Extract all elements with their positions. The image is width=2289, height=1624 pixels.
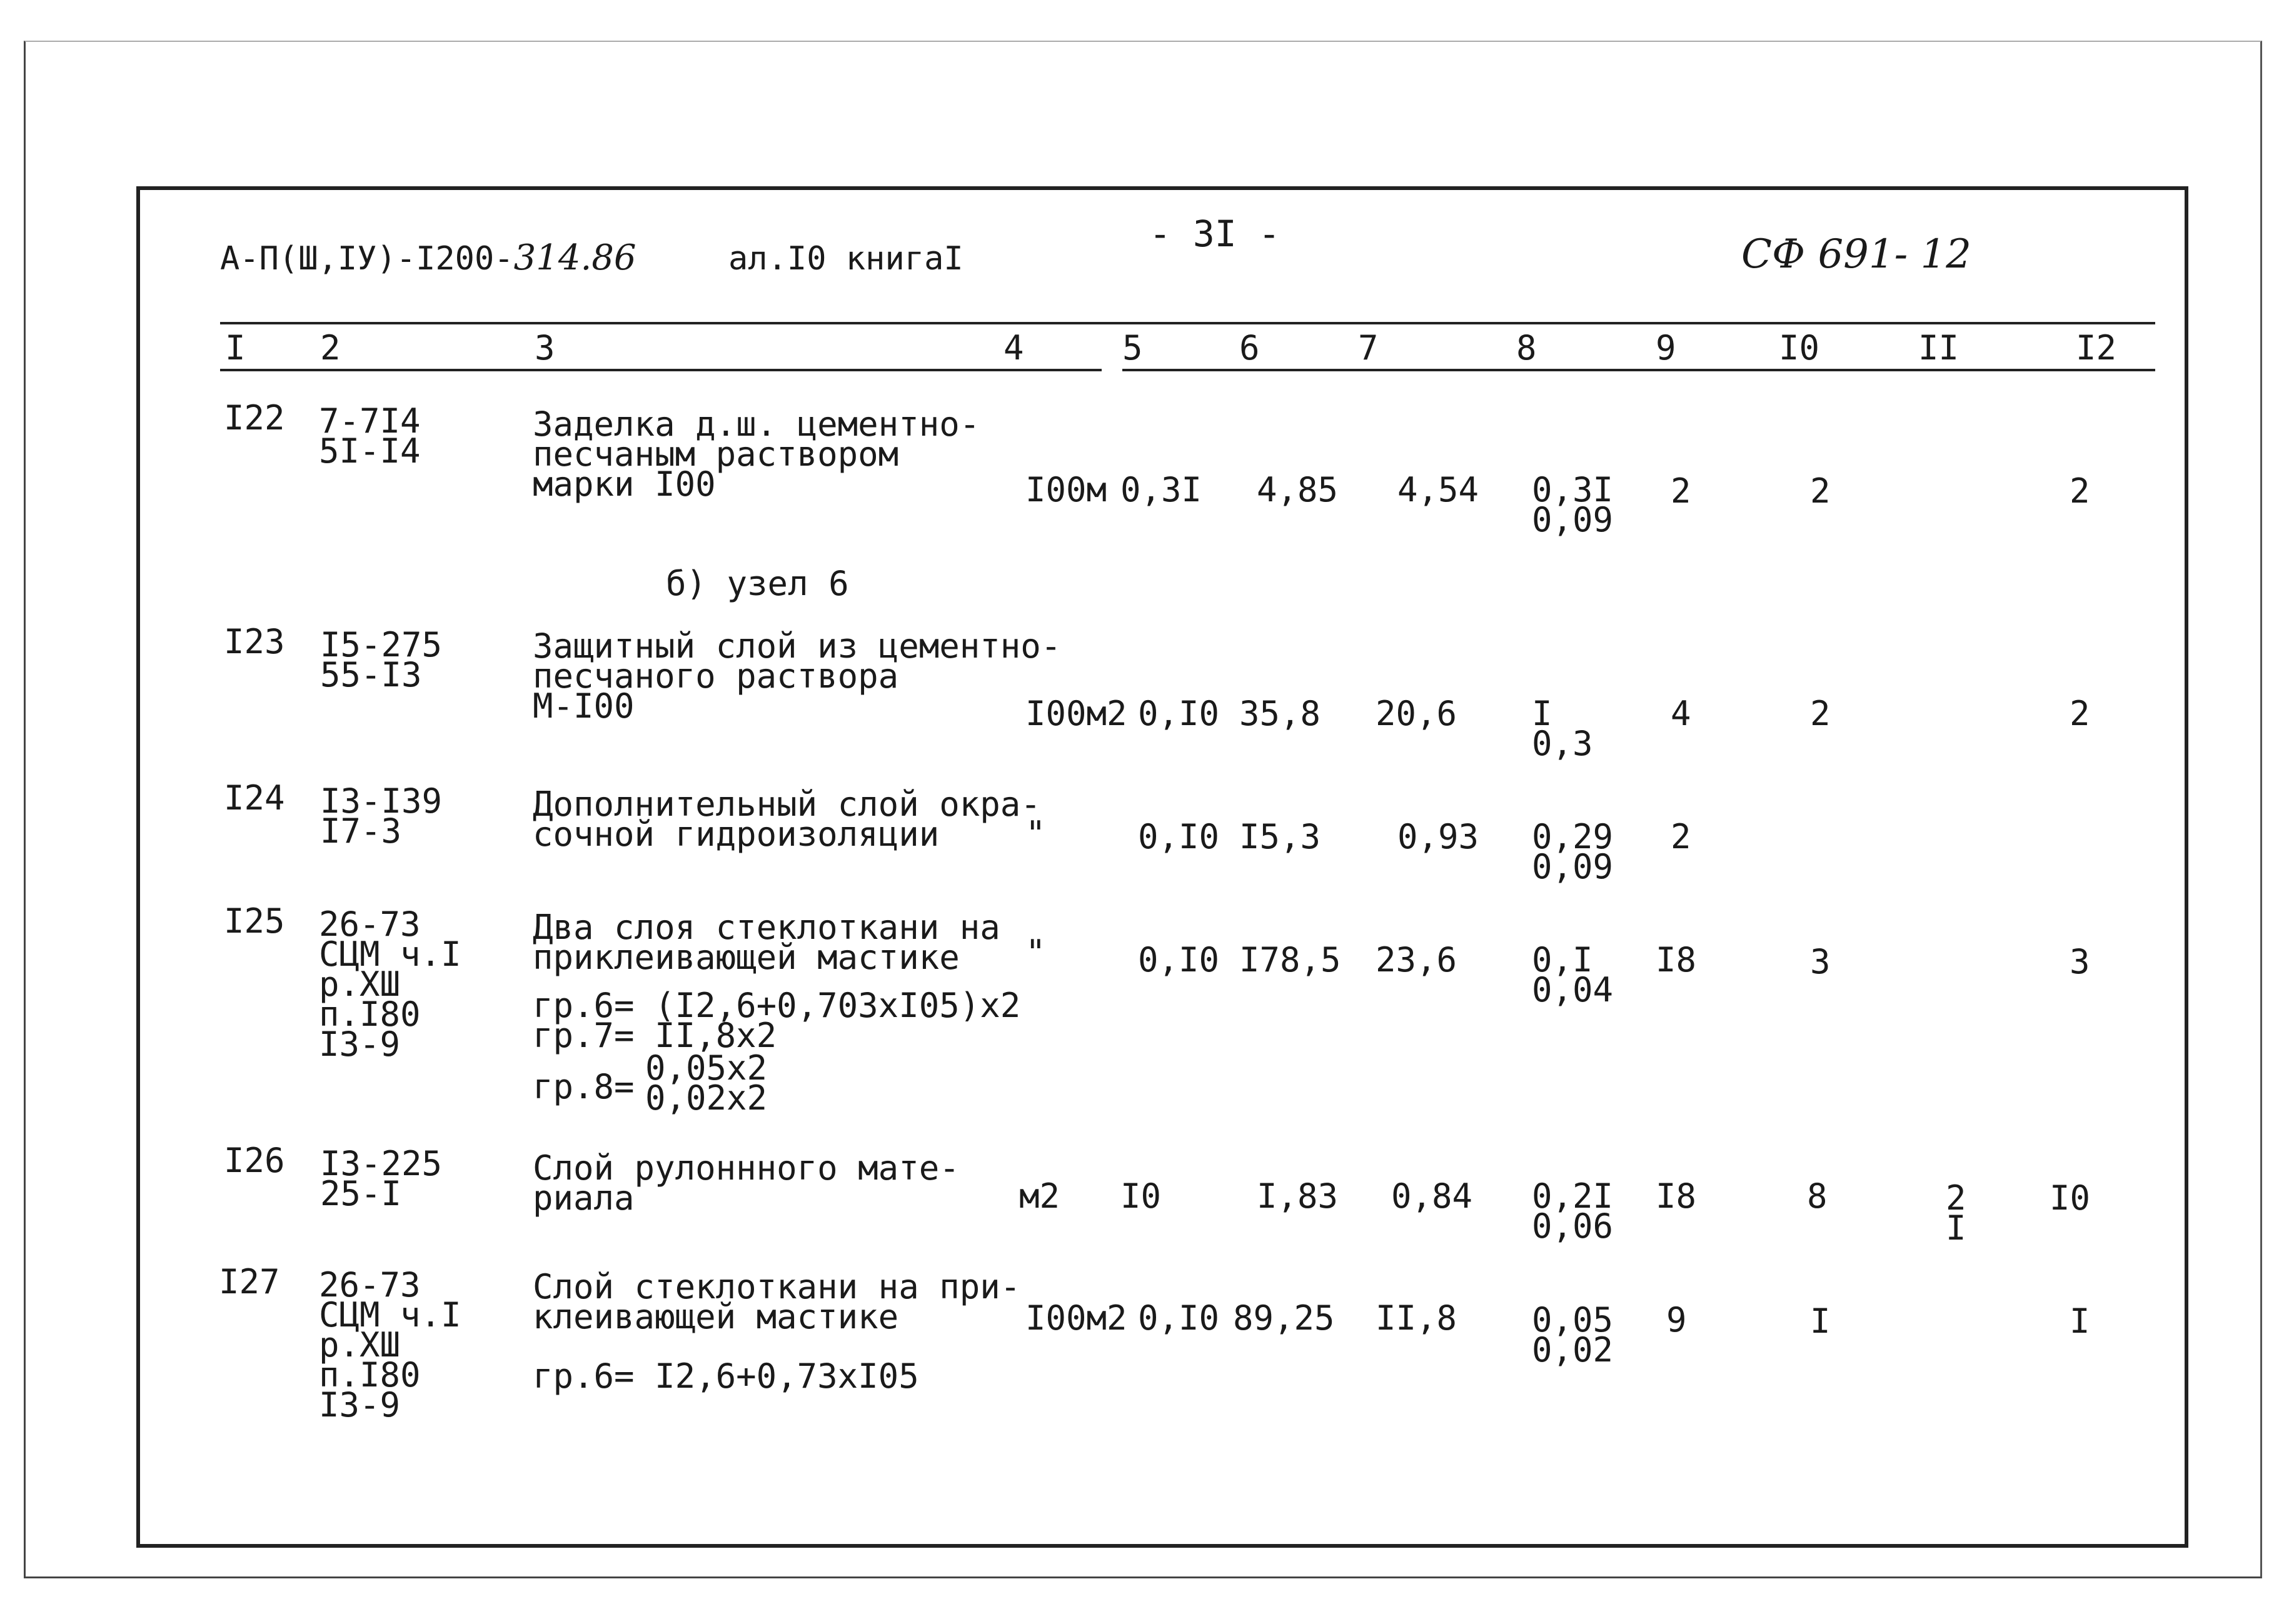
column-header-6: 6: [1239, 328, 1260, 368]
row-col10: I: [1810, 1301, 1831, 1341]
row-description: Слой стеклоткани на при- клеивающей мастике: [533, 1267, 1021, 1336]
row-col6: I78,5: [1239, 940, 1341, 980]
row-col8: 0,2I 0,06: [1532, 1176, 1614, 1246]
row-col7: 0,93: [1397, 817, 1479, 856]
column-header-12: I2: [2076, 328, 2117, 368]
row-col6: 89,25: [1233, 1298, 1335, 1338]
row-num: I26: [224, 1141, 285, 1180]
row-col10: 2: [1810, 694, 1831, 733]
row-col9: 2: [1671, 471, 1691, 511]
row-col5: 0,3I: [1120, 470, 1202, 509]
album-label: ал.I0 книгаI: [728, 240, 963, 278]
row-col10: 2: [1810, 471, 1831, 511]
row-description: Два слоя стеклоткани на приклеивающей мастике: [533, 908, 1000, 977]
row-description: Защитный слой из цементно- песчаного раствора М-I00: [533, 626, 1062, 726]
document-code-handwritten: 314.86: [513, 238, 636, 278]
row-unit: I00м: [1025, 470, 1107, 509]
row-col5: 0,I0: [1138, 1298, 1220, 1338]
row-num: I27: [219, 1262, 280, 1301]
row-col5: 0,I0: [1138, 817, 1220, 856]
table-header-rule-left: [220, 369, 1102, 371]
table-top-rule: [220, 322, 2155, 324]
row-col6: 35,8: [1239, 694, 1321, 733]
column-header-2: 2: [320, 328, 341, 368]
row-col7: 20,6: [1376, 694, 1457, 733]
row-num: I23: [224, 622, 285, 661]
row-col5: I0: [1120, 1176, 1162, 1216]
row-formula: гр.6= (I2,6+0,703хI05)х2 гр.7= II,8х2: [533, 986, 1021, 1055]
row-code: 7-7I4 5I-I4: [319, 401, 421, 471]
row-code: 26-73 СЦМ ч.I р.ХШ п.I80 I3-9: [319, 905, 461, 1064]
column-header-1: I: [225, 328, 246, 368]
row-num: I24: [224, 778, 285, 818]
row-col9: I8: [1656, 1176, 1697, 1216]
row-col9: 9: [1666, 1300, 1687, 1340]
row-col9: 4: [1671, 694, 1691, 733]
row-col7: 4,54: [1397, 470, 1479, 509]
row-col11: 2 I: [1946, 1178, 1966, 1248]
stamp-code: СФ 691- 12: [1741, 231, 1971, 278]
row-description: Дополнительный слой окра- сочной гидроизоляции: [533, 784, 1041, 854]
row-col12: 2: [2070, 471, 2090, 511]
row-col8: 0,3I 0,09: [1532, 470, 1614, 539]
row-unit: м2: [1019, 1176, 1060, 1216]
row-col12: 2: [2070, 694, 2090, 733]
row-col8: 0,05 0,02: [1532, 1300, 1614, 1370]
row-col9: 2: [1671, 817, 1691, 856]
row-col8: I 0,3: [1532, 694, 1593, 763]
row-code: 26-73 СЦМ ч.I р.ХШ п.I80 I3-9: [319, 1265, 461, 1425]
row-code: I3-I39 I7-3: [320, 781, 443, 851]
column-header-3: 3: [535, 328, 555, 368]
document-code: [220, 238, 636, 278]
row-col7: II,8: [1376, 1298, 1457, 1338]
row-col6: I5,3: [1239, 817, 1321, 856]
row-code: I3-225 25-I: [320, 1144, 443, 1213]
row-formula: гр.6= I2,6+0,73хI05: [533, 1356, 919, 1396]
row-col10: 8: [1807, 1176, 1828, 1216]
row-description: Слой рулоннного мате- риала: [533, 1148, 960, 1218]
row-formula-label: гр.8=: [533, 1067, 635, 1106]
column-header-10: I0: [1779, 328, 1820, 368]
document-code-printed: А-П(Ш,IУ)-I200-: [220, 240, 514, 278]
row-col7: 0,84: [1391, 1176, 1473, 1216]
row-unit: ": [1025, 814, 1046, 853]
column-header-5: 5: [1122, 328, 1143, 368]
row-col8: 0,I 0,04: [1532, 940, 1614, 1010]
table-header-rule-right: [1122, 369, 2155, 371]
row-col12: I: [2070, 1301, 2090, 1341]
row-col10: 3: [1810, 942, 1831, 981]
row-code: I5-275 55-I3: [320, 625, 443, 694]
row-col6: 4,85: [1257, 470, 1339, 509]
row-num: I22: [224, 398, 285, 438]
row-description: Заделка д.ш. цементно- песчаным раствором марки I00: [533, 404, 980, 504]
column-header-4: 4: [1004, 328, 1024, 368]
row-num: I25: [224, 901, 285, 941]
section-heading: б) узел 6: [666, 564, 849, 603]
row-col12: I0: [2050, 1178, 2091, 1218]
column-header-8: 8: [1516, 328, 1537, 368]
row-formula-values: 0,05х2 0,02х2: [645, 1048, 768, 1118]
row-unit: I00м2: [1025, 694, 1127, 733]
column-header-9: 9: [1656, 328, 1676, 368]
row-col5: 0,I0: [1138, 940, 1220, 980]
row-col8: 0,29 0,09: [1532, 817, 1614, 886]
row-unit: ": [1025, 933, 1046, 972]
row-col12: 3: [2070, 942, 2090, 981]
page-number: - 3I -: [1149, 213, 1280, 255]
row-unit: I00м2: [1025, 1298, 1127, 1338]
row-col9: I8: [1656, 940, 1697, 980]
row-col6: I,83: [1257, 1176, 1339, 1216]
column-header-11: II: [1918, 328, 1959, 368]
row-col7: 23,6: [1376, 940, 1457, 980]
row-col5: 0,I0: [1138, 694, 1220, 733]
column-header-7: 7: [1358, 328, 1379, 368]
